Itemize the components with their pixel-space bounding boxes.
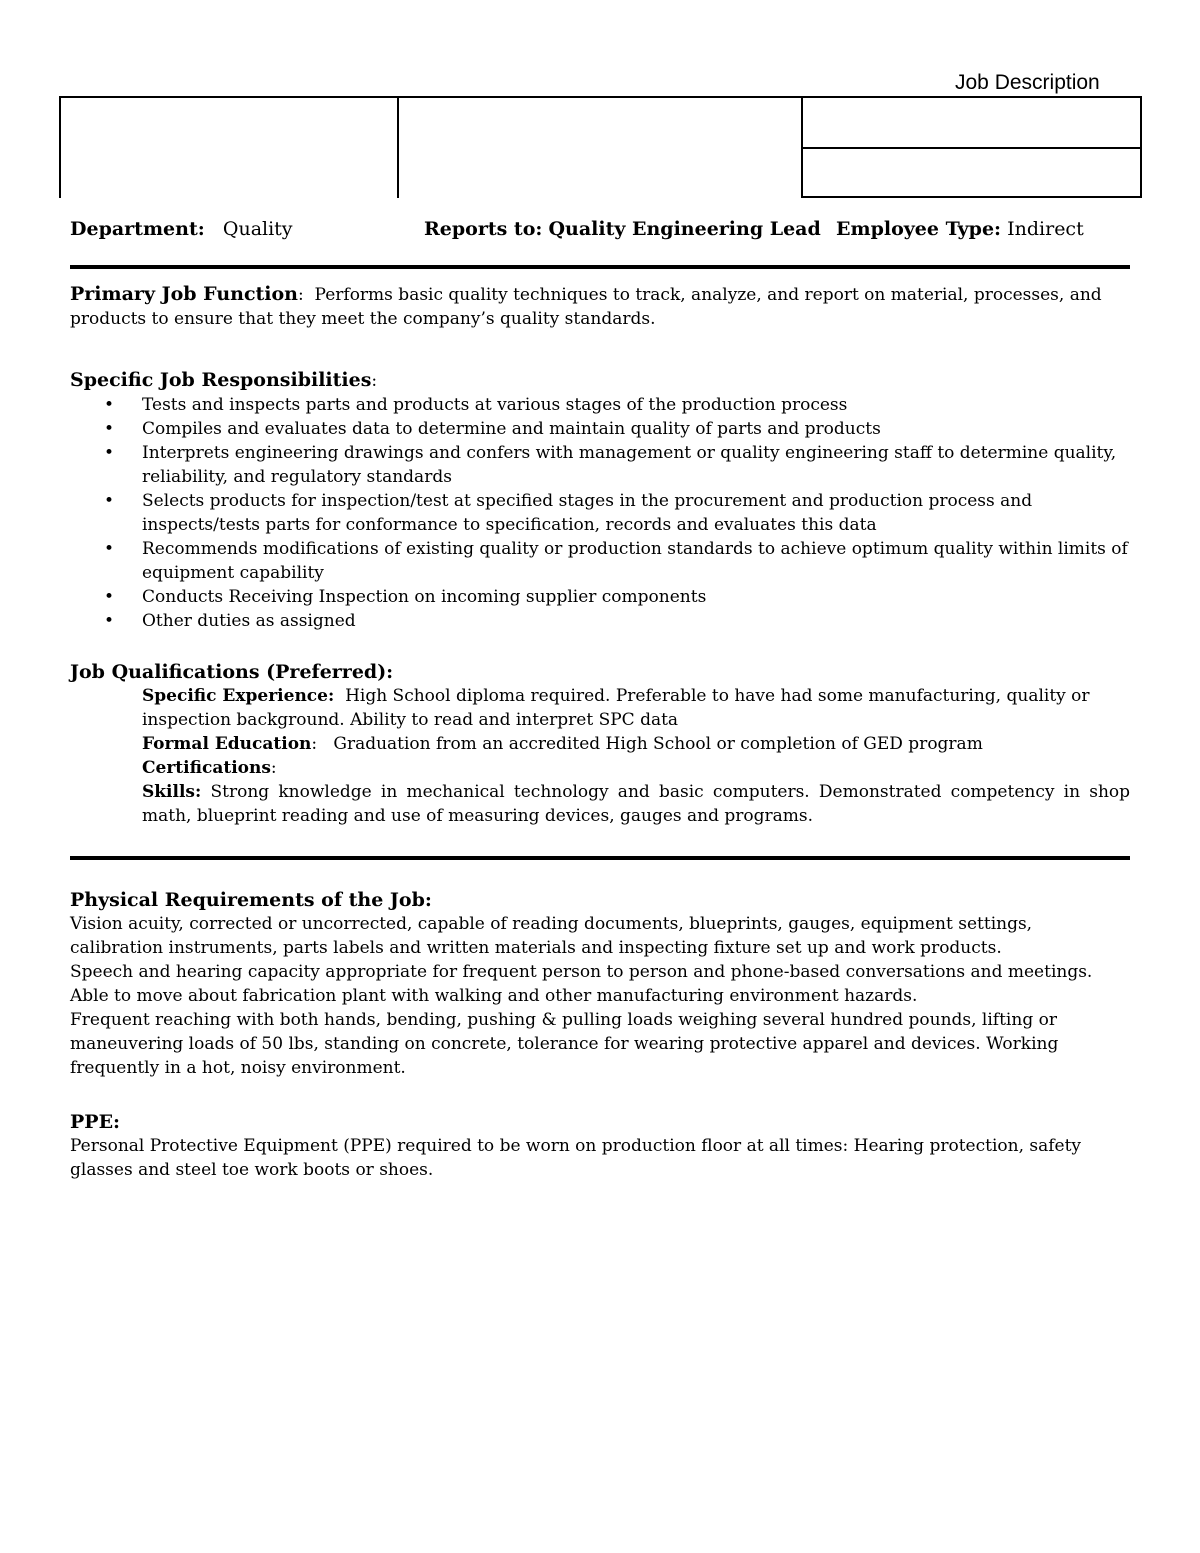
department-field — [70, 218, 293, 240]
header-box-right-top — [801, 96, 1142, 149]
certifications-label: Certifications — [142, 758, 271, 778]
physical-paragraph: Frequent reaching with both hands, bending, pushing & pulling loads weighing several hundred pounds, lifting or maneuvering loads of 50 lbs, standing on concrete, tolerance for wearing protective apparel and devices. Working frequently in a hot, noisy environment. — [70, 1010, 1059, 1078]
education-item: Formal Education: Graduation from an accredited High School or completion of GED program — [142, 734, 983, 754]
bullet-icon: • — [104, 491, 115, 511]
list-item: • Compiles and evaluates data to determine and maintain quality of parts and products — [104, 419, 881, 439]
responsibilities-heading: Specific Job Responsibilities — [70, 369, 372, 391]
reports-to-label: Reports to: — [424, 218, 543, 240]
list-item: • Selects products for inspection/test at specified stages in the procurement and production process and inspects/tests parts for conformance to specification, records and evaluates this data — [104, 491, 1033, 535]
department-label: Department: — [70, 218, 205, 240]
bullet-icon: • — [104, 395, 115, 415]
responsibilities-section: Specific Job Responsibilities: • Tests and inspects parts and products at various stages of the production process • Compiles and evaluates data to determine and maintain quality of parts and products • Interprets engineering drawings and confers with management or quality engineering staff to determine quality, reliability, and regulatory standards • Selects products for inspection/test at specified stages in the procurement and production process and inspects/tests parts for conformance to specification, records and evaluates this data • Recommends modifications of existing quality or production standards to achieve optimum quality within limits of equipment capability • Conducts Receiving Inspection on incoming supplier components • Other duties as assigned — [70, 368, 1130, 633]
bullet-icon: • — [104, 443, 115, 463]
certifications-item: Certifications: — [142, 758, 277, 778]
ppe-section — [70, 1110, 1130, 1182]
header-box-right-bottom — [801, 147, 1142, 198]
list-item: • Interprets engineering drawings and confers with management or quality engineering staff to determine quality, reliability, and regulatory standards — [104, 443, 1117, 487]
experience-text: High School diploma required. Preferable to have had some manufacturing, quality or inspection background. Ability to read and interpret SPC data — [142, 686, 1090, 730]
document-title: Job Description — [955, 71, 1100, 94]
physical-paragraph: Speech and hearing capacity appropriate for frequent person to person and phone-based conversations and meetings. — [70, 962, 1093, 982]
skills-item — [70, 780, 1130, 828]
bullet-icon: • — [104, 539, 115, 559]
qualifications-section — [70, 660, 1130, 828]
list-item: • Tests and inspects parts and products at various stages of the production process — [104, 395, 848, 415]
ppe-text: Personal Protective Equipment (PPE) required to be worn on production floor at all times: Hearing protection, safety glasses and steel toe work boots or shoes. — [70, 1136, 1082, 1180]
reports-to-value: Quality Engineering Lead — [548, 218, 821, 240]
list-item: • Conducts Receiving Inspection on incoming supplier components — [104, 587, 707, 607]
qualifications-heading: Job Qualifications (Preferred): — [70, 661, 394, 683]
experience-item — [70, 684, 1130, 732]
employee-type-label: Employee Type: — [836, 218, 1002, 240]
list-item: • Recommends modifications of existing quality or production standards to achieve optimum quality within limits of equipment capability — [104, 539, 1128, 583]
skills-label: Skills: — [142, 782, 202, 802]
department-value: Quality — [222, 218, 293, 240]
education-text: Graduation from an accredited High School or completion of GED program — [333, 734, 983, 754]
primary-function-text: Performs basic quality techniques to track, analyze, and report on material, processes, and products to ensure that they meet the company’s quality standards. — [70, 285, 1102, 329]
physical-paragraph: Vision acuity, corrected or uncorrected, capable of reading documents, blueprints, gauges, equipment settings, calibration instruments, parts labels and written materials and inspecting fixture set up and work products. — [70, 914, 1033, 958]
physical-paragraph: Able to move about fabrication plant with walking and other manufacturing environment hazards. — [70, 986, 918, 1006]
skills-text: Strong knowledge in mechanical technology and basic computers. Demonstrated competency in shop math, blueprint reading and use of measuring devices, gauges and programs. — [142, 782, 1131, 826]
responsibilities-list — [70, 393, 1130, 633]
bullet-icon: • — [104, 587, 115, 607]
physical-heading: Physical Requirements of the Job: — [70, 889, 432, 911]
header-box-middle — [397, 96, 803, 198]
physical-section — [70, 888, 1130, 1080]
reports-to-field — [424, 218, 821, 240]
list-item: • Other duties as assigned — [104, 611, 356, 631]
experience-label: Specific Experience: — [142, 686, 335, 706]
bullet-icon: • — [104, 611, 115, 631]
employee-type-field — [836, 218, 1084, 240]
ppe-heading: PPE: — [70, 1111, 121, 1133]
education-label: Formal Education — [142, 734, 312, 754]
employee-type-value: Indirect — [1007, 218, 1084, 240]
top-divider — [70, 265, 1130, 269]
primary-function-label: Primary Job Function — [70, 283, 298, 305]
middle-divider — [70, 856, 1130, 860]
header-box-left — [59, 96, 399, 198]
primary-function-section: Primary Job Function: Performs basic quality techniques to track, analyze, and report on material, processes, and products to ensure that they meet the company’s quality standards. — [70, 283, 1102, 329]
bullet-icon: • — [104, 419, 115, 439]
